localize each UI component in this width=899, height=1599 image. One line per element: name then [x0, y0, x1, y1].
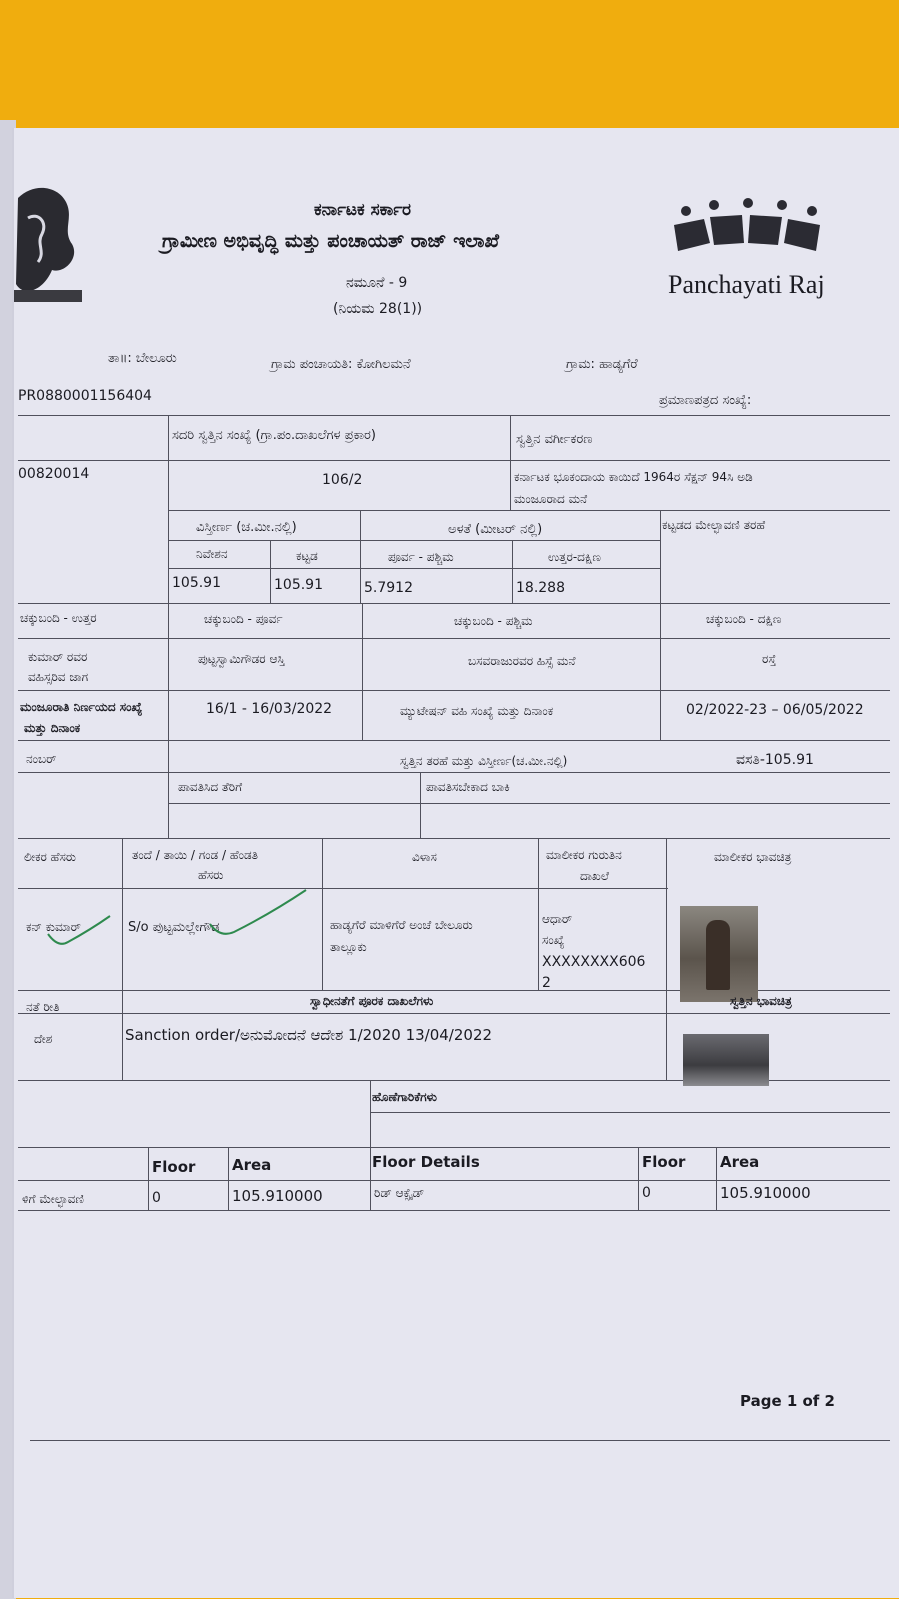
property-class-line1: ಕರ್ನಾಟಕ ಭೂಕಂದಾಯ ಕಾಯಿದೆ 1964ರ ಸೆಕ್ಷನ್ 94ಸಿ ಅಡಿ [514, 470, 753, 484]
building-type-label: ಕಟ್ಟಡದ ಮೇಲ್ಛಾವಣಿ ತರಹೆ [662, 518, 766, 532]
area-header-2: Area [720, 1153, 760, 1171]
sanction-order-label-line1: ಮಂಜೂರಾತಿ ನಿರ್ಣಯದ ಸಂಖ್ಯೆ [20, 700, 143, 714]
floor-header: Floor [152, 1158, 196, 1176]
boundary-north-value-line1: ಕುಮಾರ್ ರವರ [28, 650, 88, 664]
floor-details-header: Floor Details [372, 1153, 480, 1171]
check-mark-icon [206, 886, 310, 942]
property-type-value: ವಸತಿ-105.91 [736, 752, 814, 768]
property-class-label: ಸ್ವತ್ತಿನ ವರ್ಗೀಕರಣ [516, 432, 593, 447]
area-label: ವಿಸ್ತೀರ್ಣ (ಚ.ಮೀ.ನಲ್ಲಿ) [196, 520, 297, 535]
property-code: 00820014 [18, 466, 90, 482]
area-header: Area [232, 1156, 272, 1174]
area-value-2: 105.910000 [720, 1184, 811, 1202]
boundary-west-value: ಬಸವರಾಜುರವರ ಹಿಸ್ಸೆ ಮನೆ [468, 654, 576, 668]
property-id: PR0880001156404 [18, 388, 152, 404]
dimensions-label: ಅಳತೆ (ಮೀಟರ್ ನಲ್ಲಿ) [448, 522, 543, 537]
owner-id-line3: XXXXXXXX606 [542, 954, 646, 970]
owner-name-label: ಲೀಕರ ಹೆಸರು [24, 850, 76, 864]
sanction-order-label-line2: ಮತ್ತು ದಿನಾಂಕ [24, 721, 81, 735]
mutation-value: 02/2022-23 – 06/05/2022 [686, 702, 864, 718]
boundary-north-value-line2: ವಹಿಸ್ಸರಿವ ಜಾಗ [28, 670, 89, 684]
property-photo [683, 1034, 769, 1086]
owner-photo-label: ಮಾಲೀಕರ ಭಾವಚಿತ್ರ [714, 850, 792, 864]
boundary-east-label: ಚಕ್ಕುಬಂದಿ - ಪೂರ್ವ [204, 612, 283, 626]
owner-id-line1: ಆಧಾರ್ [542, 912, 573, 926]
tax-due-label: ಪಾವತಿಸಬೇಕಾದ ಬಾಕಿ [426, 780, 510, 794]
owner-name: ಕನ್ ಕುಮಾರ್ [26, 920, 81, 934]
form-number: ನಮೂನೆ - 9 [346, 275, 408, 291]
boundary-east-value: ಪುಟ್ಟಸ್ವಾಮಿಗೌಡರ ಆಸ್ತಿ [198, 652, 285, 666]
property-class-line2: ಮಂಜೂರಾದ ಮನೆ [514, 492, 588, 506]
boundary-west-label: ಚಕ್ಕುಬಂದಿ - ಪಶ್ಚಿಮ [454, 614, 533, 628]
supporting-docs-label: ಸ್ವಾಧೀನತೆಗೆ ಪೂರಕ ದಾಖಲೆಗಳು [310, 994, 434, 1008]
owner-address-line2: ತಾಲ್ಲೂಕು [330, 940, 367, 954]
site-area-value: 105.91 [172, 575, 221, 591]
property-number: 106/2 [322, 472, 363, 488]
sanction-order-detail: Sanction order/ಅನುಮೋದನೆ ಆದೇಶ 1/2020 13/04/2022 [125, 1026, 493, 1044]
sanction-order-value: 16/1 - 16/03/2022 [206, 701, 333, 717]
id-document-label-line1: ಮಾಲೀಕರ ಗುರುತಿನ [546, 848, 622, 862]
east-west-label: ಪೂರ್ವ - ಪಶ್ಚಿಮ [388, 550, 454, 564]
id-document-label-line2: ದಾಖಲೆ [580, 869, 609, 883]
owner-photo [680, 906, 758, 1002]
north-south-label: ಉತ್ತರ-ದಕ್ಷಿಣ [548, 550, 601, 564]
owner-id-line2: ಸಂಖ್ಯೆ [542, 933, 565, 947]
floor-value-2: 0 [642, 1185, 651, 1201]
floor-details-value: ರಿಡ್ ಆಕ್ಸೈಡ್ [374, 1186, 425, 1200]
check-mark-icon [44, 912, 114, 952]
area-value: 105.910000 [232, 1187, 323, 1205]
building-label: ಕಟ್ಟಡ [296, 549, 318, 563]
boundary-south-value: ರಸ್ತೆ [762, 652, 777, 666]
building-area-value: 105.91 [274, 577, 323, 593]
north-south-value: 18.288 [516, 580, 565, 596]
floor-header-2: Floor [642, 1153, 686, 1171]
owner-id-line4: 2 [542, 975, 551, 991]
property-number-label: ಸದರಿ ಸ್ವತ್ತಿನ ಸಂಖ್ಯೆ (ಗ್ರಾ.ಪಂ.ದಾಖಲೆಗಳ ಪ್ರಕಾರ) [172, 428, 376, 443]
relation-label-line1: ತಂದೆ / ತಾಯಿ / ಗಂಡ / ಹೆಂಡತಿ [132, 848, 258, 862]
roof-row-label: ಳಿಗೆ ಮೇಲ್ಛಾವಣಿ [22, 1192, 84, 1206]
owner-address-line1: ಹಾಡ್ಯಗೆರೆ ಮಾಳಿಗೆರೆ ಅಂಚೆ ಬೇಲೂರು [330, 918, 473, 932]
site-label: ನಿವೇಶನ [196, 547, 228, 561]
gram-panchayat: ಗ್ರಾಮ ಪಂಚಾಯತಿ: ಕೋಗಿಲಮನೆ [271, 357, 411, 372]
dept-title: ಗ್ರಾಮೀಣ ಅಭಿವೃದ್ಧಿ ಮತ್ತು ಪಂಚಾಯತ್ ರಾಜ್ ಇಲಾಖೆ [162, 230, 500, 252]
property-photo-label: ಸ್ವತ್ತಿನ ಭಾವಚಿತ್ರ [730, 994, 792, 1008]
property-type-label: ಸ್ವತ್ತಿನ ತರಹೆ ಮತ್ತು ವಿಸ್ತೀರ್ಣ(ಚ.ಮೀ.ನಲ್ಲಿ) [400, 754, 568, 768]
tax-paid-label: ಪಾವತಿಸಿದ ತೆರಿಗೆ [178, 780, 243, 794]
logo-text: Panchayati Raj [668, 270, 825, 299]
boundary-north-label: ಚಕ್ಕುಬಂದಿ - ಉತ್ತರ [20, 611, 97, 625]
number-label: ನಂಬರ್ [26, 752, 57, 766]
address-label: ವಿಳಾಸ [412, 850, 437, 864]
govt-title: ಕರ್ನಾಟಕ ಸರ್ಕಾರ [314, 200, 412, 220]
relation-label-line2: ಹೆಸರು [198, 868, 224, 882]
owner-relation: S/o ಪುಟ್ಟಮಲ್ಲೇಗೌಡ [128, 920, 220, 935]
taluk: ತಾ॥: ಬೇಲೂರು [108, 351, 177, 366]
order-detail-label: ದೇಶ [34, 1032, 53, 1046]
acquisition-mode-label: ನತೆ ರೀತಿ [26, 1000, 60, 1014]
floor-value: 0 [152, 1190, 161, 1206]
village: ಗ್ರಾಮ: ಹಾಡ್ಯಗೆರೆ [566, 357, 638, 372]
boundary-south-label: ಚಕ್ಕುಬಂದಿ - ದಕ್ಷಿಣ [706, 612, 782, 626]
panchayati-raj-logo-icon [670, 197, 840, 267]
east-west-value: 5.7912 [364, 580, 413, 596]
page-number: Page 1 of 2 [740, 1392, 835, 1410]
form-rule: (ನಿಯಮ 28(1)) [333, 301, 423, 317]
certificate-number-label: ಪ್ರಮಾಣಪತ್ರದ ಸಂಖ್ಯೆ: [659, 393, 752, 408]
mutation-label: ಮ್ಯುಟೇಷನ್ ವಹಿ ಸಂಖ್ಯೆ ಮತ್ತು ದಿನಾಂಕ [400, 704, 554, 718]
karnataka-emblem-icon [14, 178, 82, 310]
liabilities-label: ಹೊಣೆಗಾರಿಕೆಗಳು [372, 1090, 437, 1104]
